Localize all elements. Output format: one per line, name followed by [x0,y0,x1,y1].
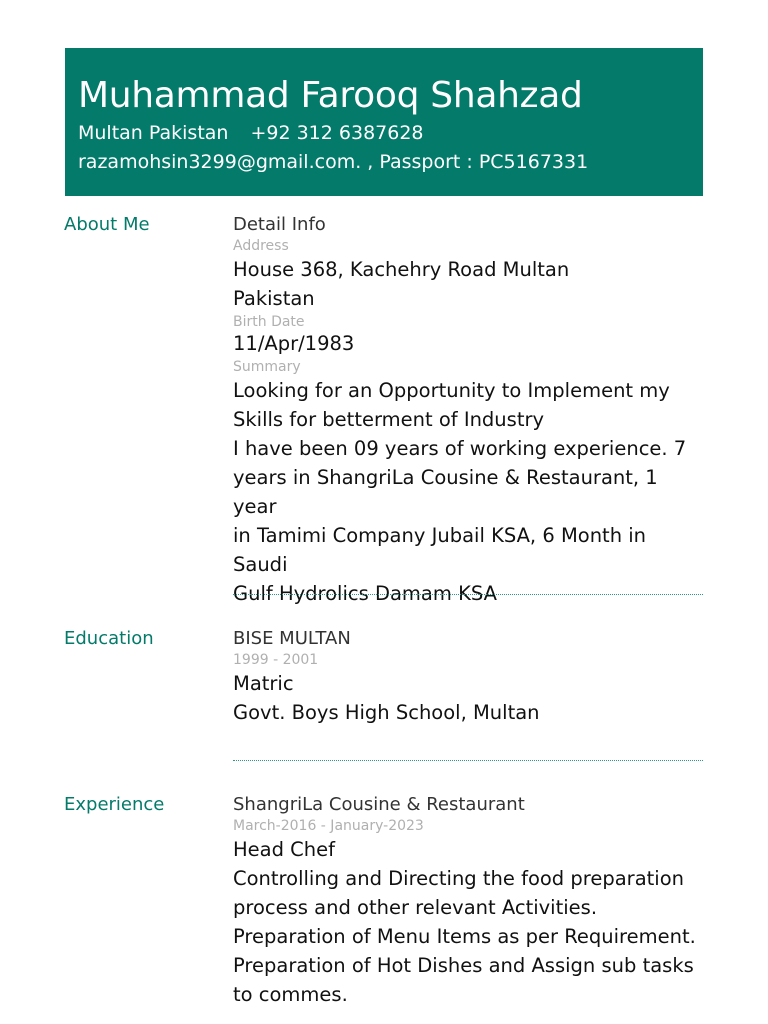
education-institution: BISE MULTAN [233,628,351,649]
section-label-about: About Me [64,214,150,235]
summary-label: Summary [233,359,301,375]
resume-header [65,48,703,196]
address-line-1: House 368, Kachehry Road Multan [233,258,570,281]
summary-line: in Tamimi Company Jubail KSA, 6 Month in Saudi [233,524,647,576]
summary-line: Looking for an Opportunity to Implement my [233,379,670,402]
experience-duty-line: to commes. [233,983,348,1006]
education-degree: Matric [233,672,294,695]
summary-line: Gulf Hydrolics Damam KSA [233,582,497,605]
summary-line: I have been 09 years of working experience. 7 [233,437,687,460]
experience-duty-line: Controlling and Directing the food preparation [233,867,684,890]
section-divider [233,760,703,761]
section-divider [233,594,703,595]
detail-info-title: Detail Info [233,214,326,235]
birth-date: 11/Apr/1983 [233,332,355,355]
experience-section [233,793,703,1009]
email-passport-line: razamohsin3299@gmail.com. , Passport : PC5167331 [78,151,589,173]
experience-duty-line: Preparation of Hot Dishes and Assign sub tasks [233,954,694,977]
phone-number: +92 312 6387628 [250,122,424,144]
location-phone-line [78,120,424,146]
experience-role: Head Chef [233,838,336,861]
education-dates: 1999 - 2001 [233,652,319,668]
experience-duty-line: process and other relevant Activities. [233,896,598,919]
about-section [233,213,703,608]
experience-employer: ShangriLa Cousine & Restaurant [233,794,525,815]
section-label-experience: Experience [64,794,165,815]
education-section [233,627,703,727]
location: Multan Pakistan [78,122,229,144]
summary-line: Skills for betterment of Industry [233,408,545,431]
birth-date-label: Birth Date [233,314,305,330]
candidate-name: Muhammad Farooq Shahzad [78,75,583,116]
address-label: Address [233,238,289,254]
summary-line: years in ShangriLa Cousine & Restaurant, 1 year [233,466,658,518]
section-label-education: Education [64,628,154,649]
education-school: Govt. Boys High School, Multan [233,701,540,724]
experience-dates: March-2016 - January-2023 [233,818,424,834]
address-line-2: Pakistan [233,287,315,310]
experience-duty-line: Preparation of Menu Items as per Requirement. [233,925,696,948]
